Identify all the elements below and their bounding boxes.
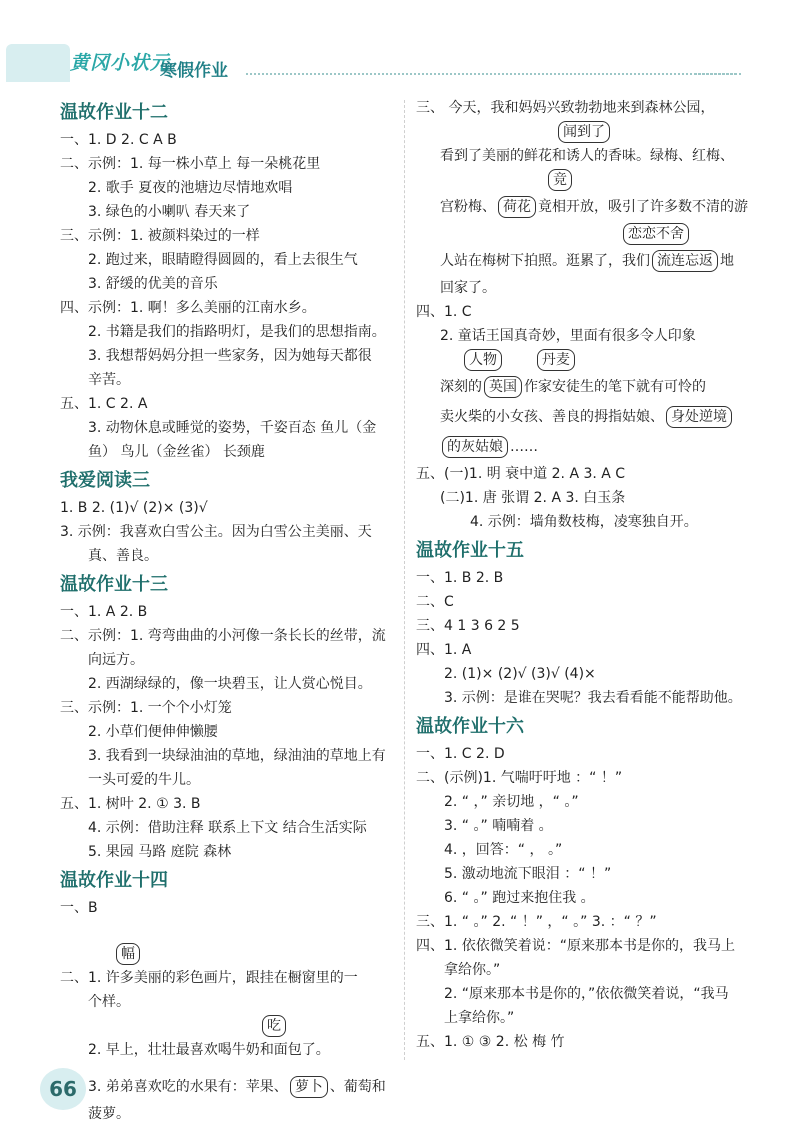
correction-box: 丹麦 <box>537 349 575 371</box>
answer-line: 深刻的 英国 作家安徒生的笔下就有可怜的 <box>416 372 746 402</box>
answer-line: 3. 绿色的小喇叭 春天来了 <box>88 204 251 220</box>
answer-line: 四、示例：1. 啊！多么美丽的江南水乡。 <box>60 300 316 316</box>
answer-line: 3. 示例：我喜欢白雪公主。因为白雪公主美丽、天 <box>60 524 372 540</box>
answer-line: 2. 跑过来，眼睛瞪得圆圆的，看上去很生气 <box>88 252 358 268</box>
correction-box-row <box>60 942 398 966</box>
answer-line: 4. 示例：借助注释 联系上下文 结合生活实际 <box>88 820 367 836</box>
answer-line: 3. “ 。” 喃喃着 。 <box>444 818 553 834</box>
answer-line: 3. 我看到一块绿油油的草地，绿油油的草地上有 <box>88 748 386 764</box>
answer-line: 四、1. 依依微笑着说：“原来那本书是你的，我马上 <box>416 938 736 954</box>
correction-box-row <box>416 168 746 192</box>
correction-box: 英国 <box>484 376 522 398</box>
correction-box: 人物 <box>464 349 502 371</box>
answer-line: 二、(示例)1. 气喘吁吁地 ：“ ！” <box>416 770 623 786</box>
answer-line: 5. 果园 马路 庭院 森林 <box>88 844 232 860</box>
answer-line: 4. 示例：墙角数枝梅，凌寒独自开。 <box>470 514 698 530</box>
correction-box: 萝卜 <box>290 1076 328 1098</box>
header-tab-decoration <box>6 44 70 82</box>
answer-line: 三、示例：1. 被颜料染过的一样 <box>60 228 260 244</box>
answer-line: 5. 激动地流下眼泪 ：“ ！” <box>444 866 612 882</box>
answer-line: 2. “ ，” 亲切地 ，“ 。” <box>444 794 579 810</box>
correction-box: 竞 <box>548 169 572 191</box>
answer-line: 二、C <box>416 594 454 610</box>
column-divider <box>404 100 405 1060</box>
answer-line: 五、1. C 2. A <box>60 396 148 412</box>
correction-box: 身处逆境 <box>666 406 732 428</box>
answer-line: 3. 示例：是谁在哭呢？我去看看能不能帮助他。 <box>444 690 742 706</box>
answer-line: 宫粉梅、 荷花 竟相开放，吸引了许多数不清的游 <box>416 192 746 222</box>
answer-line: 2. “原来那本书是你的，”依依微笑着说，“我马 <box>444 986 729 1002</box>
answer-line: 2. 童话王国真奇妙，里面有很多令人印象 <box>440 328 696 344</box>
answer-line: 三、 今天，我和妈妈兴致勃勃地来到森林公园， <box>416 100 715 116</box>
answer-line: 鱼） 鸟儿（金丝雀） 长颈鹿 <box>88 444 265 460</box>
answer-line: 3. 动物休息或睡觉的姿势，千姿百态 鱼儿（金 <box>88 420 377 436</box>
answer-line: 一、1. B 2. B <box>416 570 504 586</box>
section-title-13: 温故作业十三 <box>60 574 168 595</box>
page-number: 66 <box>40 1068 86 1110</box>
correction-box-row <box>60 1014 398 1038</box>
section-title-14: 温故作业十四 <box>60 870 168 891</box>
answer-line: 2. 小草们便伸伸懒腰 <box>88 724 218 740</box>
answer-line: 二、1. 许多美丽的彩色画片，跟挂在橱窗里的一 <box>60 970 358 986</box>
answer-line: 3. 我想帮妈妈分担一些家务，因为她每天都很 <box>88 348 372 364</box>
section-title-12: 温故作业十二 <box>60 102 168 123</box>
header-dotted-rule-right <box>695 73 741 75</box>
answer-line: 3. 舒缓的优美的音乐 <box>88 276 218 292</box>
answer-line: 2. (1)× (2)√ (3)√ (4)× <box>444 666 596 682</box>
correction-box-row <box>416 222 746 246</box>
answer-line: 的灰姑娘 …… <box>416 432 746 462</box>
answer-line: 四、1. C <box>416 304 472 320</box>
answer-line: 2. 书籍是我们的指路明灯，是我们的思想指南。 <box>88 324 386 340</box>
answer-line: (二)1. 唐 张谓 2. A 3. 白玉条 <box>440 490 626 506</box>
answer-line: 6. “ 。” 跑过来抱住我 。 <box>444 890 595 906</box>
answer-line: 一头可爱的牛儿。 <box>88 772 200 788</box>
answer-line: 一、1. A 2. B <box>60 604 148 620</box>
answer-line: 一、B <box>60 900 98 916</box>
correction-box: 闻到了 <box>558 121 610 143</box>
section-title-read3: 我爱阅读三 <box>60 470 150 491</box>
answer-line: 1. B 2. (1)√ (2)× (3)√ <box>60 500 208 516</box>
correction-box: 恋恋不舍 <box>623 223 689 245</box>
answer-line: 3. 弟弟喜欢吃的水果有：苹果、 萝卜 、葡萄和 <box>60 1072 398 1102</box>
correction-box: 幅 <box>116 943 140 965</box>
header-dotted-rule <box>246 73 736 75</box>
answer-line: 五、(一)1. 明 衰中道 2. A 3. A C <box>416 466 626 482</box>
correction-box-row <box>416 120 746 144</box>
correction-box: 的灰姑娘 <box>442 436 508 458</box>
section-title-16: 温故作业十六 <box>416 716 524 737</box>
answer-line: 人站在梅树下拍照。逛累了，我们 流连忘返 地 <box>416 246 746 276</box>
answer-line: 拿给你。” <box>444 962 501 978</box>
answer-line: 四、1. A <box>416 642 472 658</box>
answer-line: 个样。 <box>88 994 130 1010</box>
right-column <box>416 96 746 1054</box>
book-subtitle: 寒假作业 <box>160 61 228 81</box>
correction-box: 吃 <box>262 1015 286 1037</box>
answer-line: 4. ，回答：“ ， 。” <box>444 842 563 858</box>
answer-line: 三、4 1 3 6 2 5 <box>416 618 520 634</box>
answer-line: 二、示例：1. 每一株小草上 每一朵桃花里 <box>60 156 321 172</box>
answer-line: 一、1. C 2. D <box>416 746 505 762</box>
answer-line: 一、1. D 2. C A B <box>60 132 177 148</box>
answer-line: 五、1. 树叶 2. ① 3. B <box>60 796 201 812</box>
answer-line: 二、示例：1. 弯弯曲曲的小河像一条长长的丝带，流 <box>60 628 386 644</box>
answer-line: 三、1. “ 。” 2. “ ！” ，“ 。” 3. ：“ ？” <box>416 914 657 930</box>
section-title-15: 温故作业十五 <box>416 540 524 561</box>
answer-line: 回家了。 <box>440 280 496 296</box>
correction-box-row <box>416 348 746 372</box>
answer-line: 上拿给你。” <box>444 1010 515 1026</box>
answer-line: 向远方。 <box>88 652 144 668</box>
correction-box: 荷花 <box>498 196 536 218</box>
brand-logo-text: 黄冈小状元 <box>70 52 171 74</box>
answer-line: 真、善良。 <box>88 548 158 564</box>
answer-line: 看到了美丽的鲜花和诱人的香味。绿梅、红梅、 <box>440 148 734 164</box>
left-column <box>60 96 398 1126</box>
answer-line: 卖火柴的小女孩、善良的拇指姑娘、 身处逆境 <box>416 402 746 432</box>
answer-line: 2. 西湖绿绿的，像一块碧玉，让人赏心悦目。 <box>88 676 372 692</box>
answer-line: 辛苦。 <box>88 372 130 388</box>
correction-box: 流连忘返 <box>652 250 718 272</box>
answer-line: 三、示例：1. 一个个小灯笼 <box>60 700 232 716</box>
answer-line: 2. 歌手 夏夜的池塘边尽情地欢唱 <box>88 180 293 196</box>
answer-line: 2. 早上，壮壮最喜欢喝牛奶和面包了。 <box>88 1042 330 1058</box>
answer-line: 菠萝。 <box>88 1106 130 1122</box>
answer-line: 五、1. ① ③ 2. 松 梅 竹 <box>416 1034 565 1050</box>
